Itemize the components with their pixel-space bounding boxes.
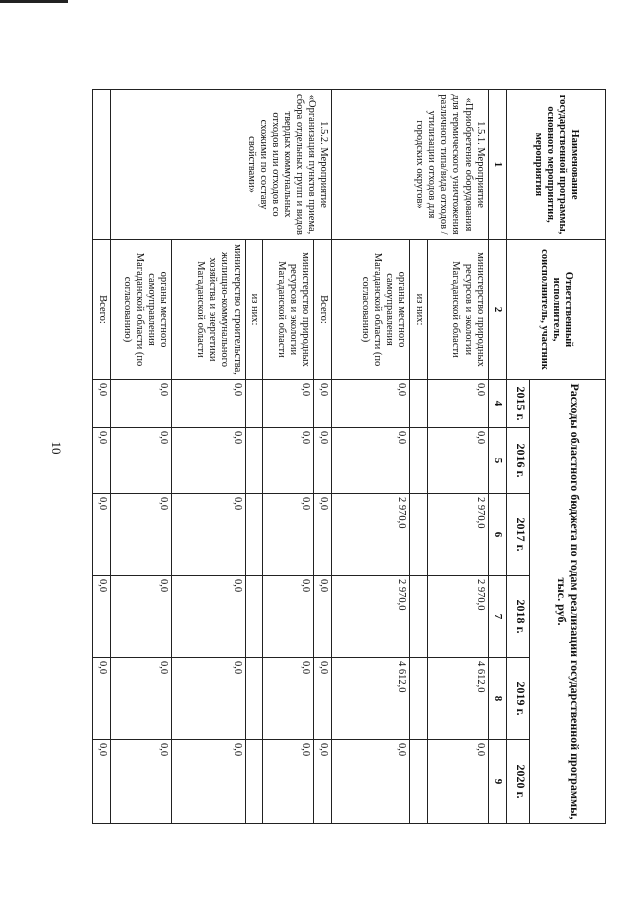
value-cell [245,428,263,494]
executor-cell: министерство строительства, жилищно-коммунального хозяйства и энергетики Магаданской области [171,240,245,380]
executor-cell: органы местного самоуправления Магаданской области (по согласованию) [110,240,171,380]
column-index: 9 [488,740,507,824]
value-cell [245,380,263,428]
value-cell: 0,0 [93,380,111,428]
value-cell: 0,0 [313,576,331,658]
value-cell: 0,0 [171,576,245,658]
executor-cell: из них: [409,240,427,380]
value-cell: 0,0 [93,576,111,658]
value-cell: 0,0 [110,380,171,428]
value-cell: 0,0 [313,494,331,576]
value-cell: 0,0 [93,428,111,494]
budget-table-container [92,89,606,823]
value-cell: 0,0 [110,428,171,494]
value-cell: 0,0 [263,428,313,494]
value-cell: 0,0 [313,380,331,428]
executor-cell: органы местного самоуправления Магаданской области (по согласованию) [331,240,409,380]
value-cell: 0,0 [110,658,171,740]
header-year: 2020 г. [507,740,530,824]
executor-cell: Всего: [93,240,111,380]
column-index: 8 [488,658,507,740]
executor-cell: министерство природных ресурсов и экологии Магаданской области [427,240,488,380]
header-year: 2018 г. [507,576,530,658]
header-program-name: Наименование государственной программы, основного мероприятия, мероприятия [507,90,606,240]
column-index: 5 [488,428,507,494]
executor-cell: из них: [245,240,263,380]
column-index: 7 [488,576,507,658]
value-cell: 0,0 [93,658,111,740]
value-cell [245,658,263,740]
executor-cell: Всего: [313,240,331,380]
value-cell: 0,0 [263,494,313,576]
value-cell: 0,0 [93,494,111,576]
value-cell: 0,0 [263,576,313,658]
value-cell: 0,0 [313,658,331,740]
header-year: 2015 г. [507,380,530,428]
value-cell: 0,0 [171,740,245,824]
column-index: 2 [488,240,507,380]
value-cell: 2 970,0 [331,576,409,658]
value-cell: 0,0 [263,740,313,824]
executor-cell: министерство природных ресурсов и экологии Магаданской области [263,240,313,380]
value-cell [409,576,427,658]
value-cell: 0,0 [263,380,313,428]
value-cell: 0,0 [331,428,409,494]
value-cell: 2 970,0 [427,494,488,576]
value-cell: 4 612,0 [427,658,488,740]
value-cell: 0,0 [110,740,171,824]
value-cell: 0,0 [171,428,245,494]
header-executor: Ответственный исполнитель, соисполнитель, участник [507,240,606,380]
activity-title-empty [93,90,111,240]
header-year: 2017 г. [507,494,530,576]
value-cell [245,740,263,824]
value-cell [245,494,263,576]
value-cell: 4 612,0 [331,658,409,740]
rotated-table-wrapper [92,89,606,823]
header-year: 2019 г. [507,658,530,740]
column-index: 4 [488,380,507,428]
value-cell: 0,0 [427,428,488,494]
value-cell: 0,0 [331,380,409,428]
value-cell: 0,0 [171,658,245,740]
value-cell: 0,0 [427,380,488,428]
value-cell [409,740,427,824]
value-cell: 0,0 [313,740,331,824]
value-cell: 0,0 [313,428,331,494]
value-cell [409,658,427,740]
column-index: 6 [488,494,507,576]
value-cell [409,494,427,576]
budget-table [92,89,606,824]
value-cell: 2 970,0 [331,494,409,576]
activity-title: 1.5.1. Мероприятие «Приобретение оборудования для термического уничтожения различного типа/вида отходов /утилизации отходов для городских округов» [331,90,488,240]
value-cell: 0,0 [93,740,111,824]
value-cell [409,380,427,428]
page-number: 10 [49,441,64,455]
value-cell [245,576,263,658]
activity-title: 1.5.2. Мероприятие «Организация пунктов приема, сбора отдельных групп и видов твердых коммунальных отходов или отходов со схожими по составу свойствами» [110,90,331,240]
value-cell: 0,0 [171,380,245,428]
scan-edge-mark [0,0,68,3]
value-cell [409,428,427,494]
value-cell: 0,0 [171,494,245,576]
header-expenses: Расходы областного бюджета по годам реализации государственной программы, тыс. руб. [530,380,606,824]
value-cell: 0,0 [263,658,313,740]
value-cell: 0,0 [331,740,409,824]
value-cell: 2 970,0 [427,576,488,658]
header-year: 2016 г. [507,428,530,494]
value-cell: 0,0 [427,740,488,824]
column-index: 1 [488,90,507,240]
value-cell: 0,0 [110,494,171,576]
value-cell: 0,0 [110,576,171,658]
